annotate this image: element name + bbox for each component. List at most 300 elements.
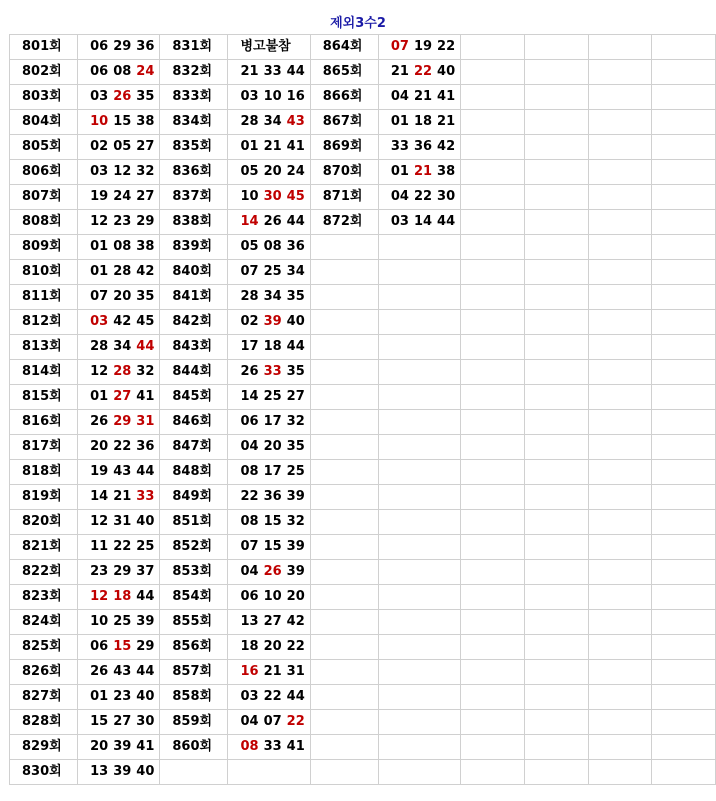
- number: 32: [286, 514, 305, 529]
- highlighted-number: 08: [240, 739, 259, 754]
- numbers-cell: [378, 85, 460, 110]
- numbers-cell: [228, 160, 310, 185]
- round-cell: 821회: [10, 535, 78, 560]
- empty-cell: [652, 560, 716, 585]
- highlighted-number: 24: [136, 64, 155, 79]
- empty-cell: [461, 435, 525, 460]
- round-cell: [310, 410, 378, 435]
- number: 40: [136, 764, 155, 779]
- number: 20: [286, 589, 305, 604]
- empty-cell: [588, 60, 652, 85]
- number: 03: [390, 214, 409, 229]
- round-cell: 866회: [310, 85, 378, 110]
- numbers-cell: [378, 35, 460, 60]
- numbers-cell: [78, 485, 160, 510]
- numbers-cell: [228, 735, 310, 760]
- numbers-cell: [228, 410, 310, 435]
- number: 22: [286, 639, 305, 654]
- number: 20: [263, 164, 282, 179]
- round-cell: 805회: [10, 135, 78, 160]
- round-cell: 846회: [160, 410, 228, 435]
- number: 32: [136, 164, 155, 179]
- numbers-cell: [78, 735, 160, 760]
- empty-cell: [652, 335, 716, 360]
- round-cell: [310, 335, 378, 360]
- highlighted-number: 22: [286, 714, 305, 729]
- empty-cell: [652, 285, 716, 310]
- empty-cell: [588, 635, 652, 660]
- number: 06: [90, 639, 109, 654]
- empty-cell: [652, 385, 716, 410]
- empty-cell: [652, 410, 716, 435]
- empty-cell: [588, 560, 652, 585]
- empty-cell: [588, 135, 652, 160]
- number: 10: [263, 589, 282, 604]
- numbers-cell: [228, 310, 310, 335]
- highlighted-number: 29: [113, 414, 132, 429]
- number: 26: [90, 414, 109, 429]
- number: 22: [413, 189, 433, 204]
- numbers-cell: [78, 60, 160, 85]
- round-cell: 817회: [10, 435, 78, 460]
- round-cell: 826회: [10, 660, 78, 685]
- number: 28: [240, 289, 259, 304]
- number: 39: [113, 764, 132, 779]
- number: 38: [437, 164, 456, 179]
- round-cell: 815회: [10, 385, 78, 410]
- table-row: [10, 435, 716, 460]
- empty-cell: [461, 235, 525, 260]
- number: 38: [136, 239, 155, 254]
- empty-cell: [588, 510, 652, 535]
- table-row: [10, 385, 716, 410]
- highlighted-number: 18: [113, 589, 132, 604]
- number: 33: [263, 739, 282, 754]
- number: 41: [286, 139, 305, 154]
- empty-cell: [588, 185, 652, 210]
- table-row: [10, 210, 716, 235]
- empty-cell: [461, 85, 525, 110]
- round-cell: 842회: [160, 310, 228, 335]
- round-cell: [310, 635, 378, 660]
- number: 21: [390, 64, 409, 79]
- table-row: [10, 560, 716, 585]
- empty-cell: [524, 610, 588, 635]
- empty-cell: [588, 610, 652, 635]
- numbers-cell: [378, 460, 460, 485]
- empty-cell: [588, 285, 652, 310]
- numbers-cell: [78, 235, 160, 260]
- number: 43: [113, 464, 132, 479]
- highlighted-number: 16: [240, 664, 259, 679]
- number: 04: [240, 714, 259, 729]
- numbers-cell: [378, 535, 460, 560]
- number: 39: [286, 489, 305, 504]
- numbers-cell: [228, 510, 310, 535]
- numbers-cell: 병고불참: [228, 35, 310, 60]
- empty-cell: [461, 110, 525, 135]
- empty-cell: [524, 485, 588, 510]
- table-row: [10, 235, 716, 260]
- table-row: [10, 710, 716, 735]
- numbers-cell: [228, 135, 310, 160]
- number: 01: [90, 689, 109, 704]
- round-cell: 851회: [160, 510, 228, 535]
- empty-cell: [588, 160, 652, 185]
- number: 26: [263, 214, 282, 229]
- empty-cell: [524, 735, 588, 760]
- table-row: [10, 60, 716, 85]
- round-cell: 828회: [10, 710, 78, 735]
- highlighted-number: 12: [90, 589, 109, 604]
- number: 07: [240, 539, 259, 554]
- empty-cell: [652, 135, 716, 160]
- empty-cell: [588, 710, 652, 735]
- number: 44: [136, 589, 155, 604]
- number: 33: [390, 139, 409, 154]
- empty-cell: [524, 660, 588, 685]
- number: 35: [286, 439, 305, 454]
- empty-cell: [652, 610, 716, 635]
- number: 35: [286, 364, 305, 379]
- empty-cell: [652, 510, 716, 535]
- number: 02: [90, 139, 109, 154]
- round-cell: [310, 560, 378, 585]
- numbers-cell: [378, 160, 460, 185]
- round-cell: 832회: [160, 60, 228, 85]
- empty-cell: [652, 185, 716, 210]
- round-cell: [310, 685, 378, 710]
- round-cell: 827회: [10, 685, 78, 710]
- number: 25: [263, 389, 282, 404]
- empty-cell: [524, 385, 588, 410]
- number: 04: [240, 439, 259, 454]
- number: 12: [113, 164, 132, 179]
- round-cell: [310, 535, 378, 560]
- highlighted-number: 45: [286, 189, 305, 204]
- empty-cell: [524, 160, 588, 185]
- numbers-cell: [78, 185, 160, 210]
- number: 12: [90, 364, 109, 379]
- number: 26: [240, 364, 259, 379]
- number: 07: [240, 264, 259, 279]
- round-cell: [310, 435, 378, 460]
- numbers-cell: [378, 135, 460, 160]
- round-cell: [310, 285, 378, 310]
- round-cell: [310, 760, 378, 785]
- empty-cell: [461, 485, 525, 510]
- number: 41: [286, 739, 305, 754]
- round-cell: 844회: [160, 360, 228, 385]
- number: 24: [113, 189, 132, 204]
- empty-cell: [524, 460, 588, 485]
- numbers-cell: [378, 510, 460, 535]
- empty-cell: [461, 585, 525, 610]
- number: 31: [286, 664, 305, 679]
- number: 01: [240, 139, 259, 154]
- empty-cell: [652, 210, 716, 235]
- round-cell: 852회: [160, 535, 228, 560]
- numbers-cell: [378, 310, 460, 335]
- round-cell: 831회: [160, 35, 228, 60]
- empty-cell: [524, 285, 588, 310]
- round-cell: 865회: [310, 60, 378, 85]
- highlighted-number: 26: [113, 89, 132, 104]
- number: 41: [437, 89, 456, 104]
- numbers-cell: [228, 435, 310, 460]
- empty-cell: [461, 185, 525, 210]
- numbers-cell: [78, 310, 160, 335]
- empty-cell: [652, 435, 716, 460]
- number: 22: [113, 539, 132, 554]
- numbers-cell: [78, 435, 160, 460]
- empty-cell: [588, 360, 652, 385]
- empty-cell: [524, 685, 588, 710]
- number: 07: [263, 714, 282, 729]
- number: 30: [437, 189, 456, 204]
- round-cell: 819회: [10, 485, 78, 510]
- number: 39: [113, 739, 132, 754]
- number: 39: [286, 539, 305, 554]
- empty-cell: [524, 110, 588, 135]
- table-row: [10, 35, 716, 60]
- number: 13: [90, 764, 109, 779]
- empty-cell: [461, 360, 525, 385]
- number: 06: [240, 414, 259, 429]
- number: 32: [286, 414, 305, 429]
- number: 28: [90, 339, 109, 354]
- numbers-cell: [228, 335, 310, 360]
- numbers-cell: [78, 635, 160, 660]
- numbers-cell: [378, 335, 460, 360]
- number: 16: [286, 89, 305, 104]
- round-cell: 830회: [10, 760, 78, 785]
- round-cell: 864회: [310, 35, 378, 60]
- empty-cell: [524, 235, 588, 260]
- number: 41: [136, 389, 155, 404]
- table-row: [10, 335, 716, 360]
- round-cell: 836회: [160, 160, 228, 185]
- numbers-cell: [78, 35, 160, 60]
- number: 27: [136, 139, 155, 154]
- number: 43: [113, 664, 132, 679]
- number: 29: [113, 39, 132, 54]
- highlighted-number: 33: [136, 489, 155, 504]
- number: 07: [90, 289, 109, 304]
- empty-cell: [524, 210, 588, 235]
- numbers-cell: [228, 260, 310, 285]
- table-row: [10, 660, 716, 685]
- numbers-cell: [78, 685, 160, 710]
- empty-cell: [524, 510, 588, 535]
- round-cell: 810회: [10, 260, 78, 285]
- number: 08: [240, 464, 259, 479]
- numbers-cell: [378, 285, 460, 310]
- round-cell: 823회: [10, 585, 78, 610]
- empty-cell: [461, 760, 525, 785]
- round-cell: 825회: [10, 635, 78, 660]
- round-cell: 869회: [310, 135, 378, 160]
- round-cell: 814회: [10, 360, 78, 385]
- numbers-cell: [78, 285, 160, 310]
- empty-cell: [524, 635, 588, 660]
- round-cell: 834회: [160, 110, 228, 135]
- number: 44: [437, 214, 456, 229]
- number: 33: [263, 64, 282, 79]
- number: 40: [136, 514, 155, 529]
- number: 21: [113, 489, 132, 504]
- round-cell: 824회: [10, 610, 78, 635]
- empty-cell: [652, 535, 716, 560]
- number: 44: [286, 339, 305, 354]
- round-cell: 829회: [10, 735, 78, 760]
- round-cell: 871회: [310, 185, 378, 210]
- empty-cell: [461, 710, 525, 735]
- number: 03: [240, 89, 259, 104]
- empty-cell: [588, 210, 652, 235]
- round-cell: 847회: [160, 435, 228, 460]
- numbers-cell: [378, 635, 460, 660]
- numbers-cell: [378, 360, 460, 385]
- empty-cell: [652, 660, 716, 685]
- number: 38: [136, 114, 155, 129]
- empty-cell: [652, 685, 716, 710]
- empty-cell: [652, 460, 716, 485]
- number: 02: [240, 314, 259, 329]
- empty-cell: [524, 35, 588, 60]
- empty-cell: [524, 410, 588, 435]
- number: 18: [240, 639, 259, 654]
- number: 34: [263, 114, 282, 129]
- empty-cell: [461, 735, 525, 760]
- highlighted-number: 14: [240, 214, 259, 229]
- numbers-cell: [78, 535, 160, 560]
- numbers-cell: [228, 110, 310, 135]
- number: 27: [286, 389, 305, 404]
- numbers-cell: [378, 735, 460, 760]
- numbers-cell: [78, 585, 160, 610]
- empty-cell: [524, 185, 588, 210]
- number: 40: [136, 689, 155, 704]
- round-cell: [310, 510, 378, 535]
- number: 44: [286, 214, 305, 229]
- empty-cell: [588, 410, 652, 435]
- numbers-cell: [378, 185, 460, 210]
- table-row: [10, 310, 716, 335]
- numbers-cell: [228, 210, 310, 235]
- number: 06: [90, 39, 109, 54]
- number: 11: [90, 539, 109, 554]
- table-row: [10, 760, 716, 785]
- number: 01: [90, 239, 109, 254]
- round-cell: [310, 460, 378, 485]
- numbers-cell: [78, 135, 160, 160]
- round-cell: 813회: [10, 335, 78, 360]
- numbers-cell: [378, 260, 460, 285]
- numbers-cell: [78, 660, 160, 685]
- empty-cell: [461, 410, 525, 435]
- numbers-cell: [228, 360, 310, 385]
- round-cell: 840회: [160, 260, 228, 285]
- round-cell: 808회: [10, 210, 78, 235]
- number: 41: [136, 739, 155, 754]
- round-cell: 803회: [10, 85, 78, 110]
- empty-cell: [588, 260, 652, 285]
- empty-cell: [461, 335, 525, 360]
- number: 14: [90, 489, 109, 504]
- numbers-cell: [378, 710, 460, 735]
- highlighted-number: 07: [390, 39, 409, 54]
- empty-cell: [652, 85, 716, 110]
- numbers-cell: [378, 685, 460, 710]
- number: 08: [263, 239, 282, 254]
- empty-cell: [652, 160, 716, 185]
- number: 05: [113, 139, 132, 154]
- page-title: 제외3수2: [330, 16, 386, 31]
- number: 35: [286, 289, 305, 304]
- round-cell: 804회: [10, 110, 78, 135]
- empty-cell: [461, 35, 525, 60]
- number: 04: [240, 564, 259, 579]
- empty-cell: [588, 735, 652, 760]
- numbers-cell: [228, 685, 310, 710]
- number: 21: [437, 114, 456, 129]
- empty-cell: [461, 160, 525, 185]
- number: 44: [136, 464, 155, 479]
- round-cell: 860회: [160, 735, 228, 760]
- number: 27: [113, 714, 132, 729]
- empty-cell: [524, 360, 588, 385]
- table-row: [10, 110, 716, 135]
- number: 28: [113, 264, 132, 279]
- table-row: [10, 285, 716, 310]
- table-row: [10, 260, 716, 285]
- numbers-cell: [378, 610, 460, 635]
- numbers-cell: [78, 510, 160, 535]
- empty-cell: [461, 60, 525, 85]
- round-cell: 820회: [10, 510, 78, 535]
- number: 35: [136, 89, 155, 104]
- number: 01: [390, 114, 409, 129]
- numbers-cell: [78, 410, 160, 435]
- highlighted-number: 28: [113, 364, 132, 379]
- number: 03: [240, 689, 259, 704]
- numbers-cell: [378, 385, 460, 410]
- number: 17: [240, 339, 259, 354]
- number: 06: [90, 64, 109, 79]
- number: 08: [113, 64, 132, 79]
- empty-cell: [461, 135, 525, 160]
- round-cell: 849회: [160, 485, 228, 510]
- number: 22: [240, 489, 259, 504]
- number: 20: [263, 639, 282, 654]
- number: 36: [413, 139, 433, 154]
- number: 05: [240, 239, 259, 254]
- number: 42: [437, 139, 456, 154]
- highlighted-number: 27: [113, 389, 132, 404]
- number: 29: [136, 214, 155, 229]
- number: 01: [390, 164, 409, 179]
- round-cell: 857회: [160, 660, 228, 685]
- table-row: [10, 410, 716, 435]
- numbers-cell: [228, 760, 310, 785]
- round-cell: 811회: [10, 285, 78, 310]
- numbers-cell: [378, 485, 460, 510]
- table-row: [10, 585, 716, 610]
- empty-cell: [524, 760, 588, 785]
- round-cell: 853회: [160, 560, 228, 585]
- round-cell: [310, 360, 378, 385]
